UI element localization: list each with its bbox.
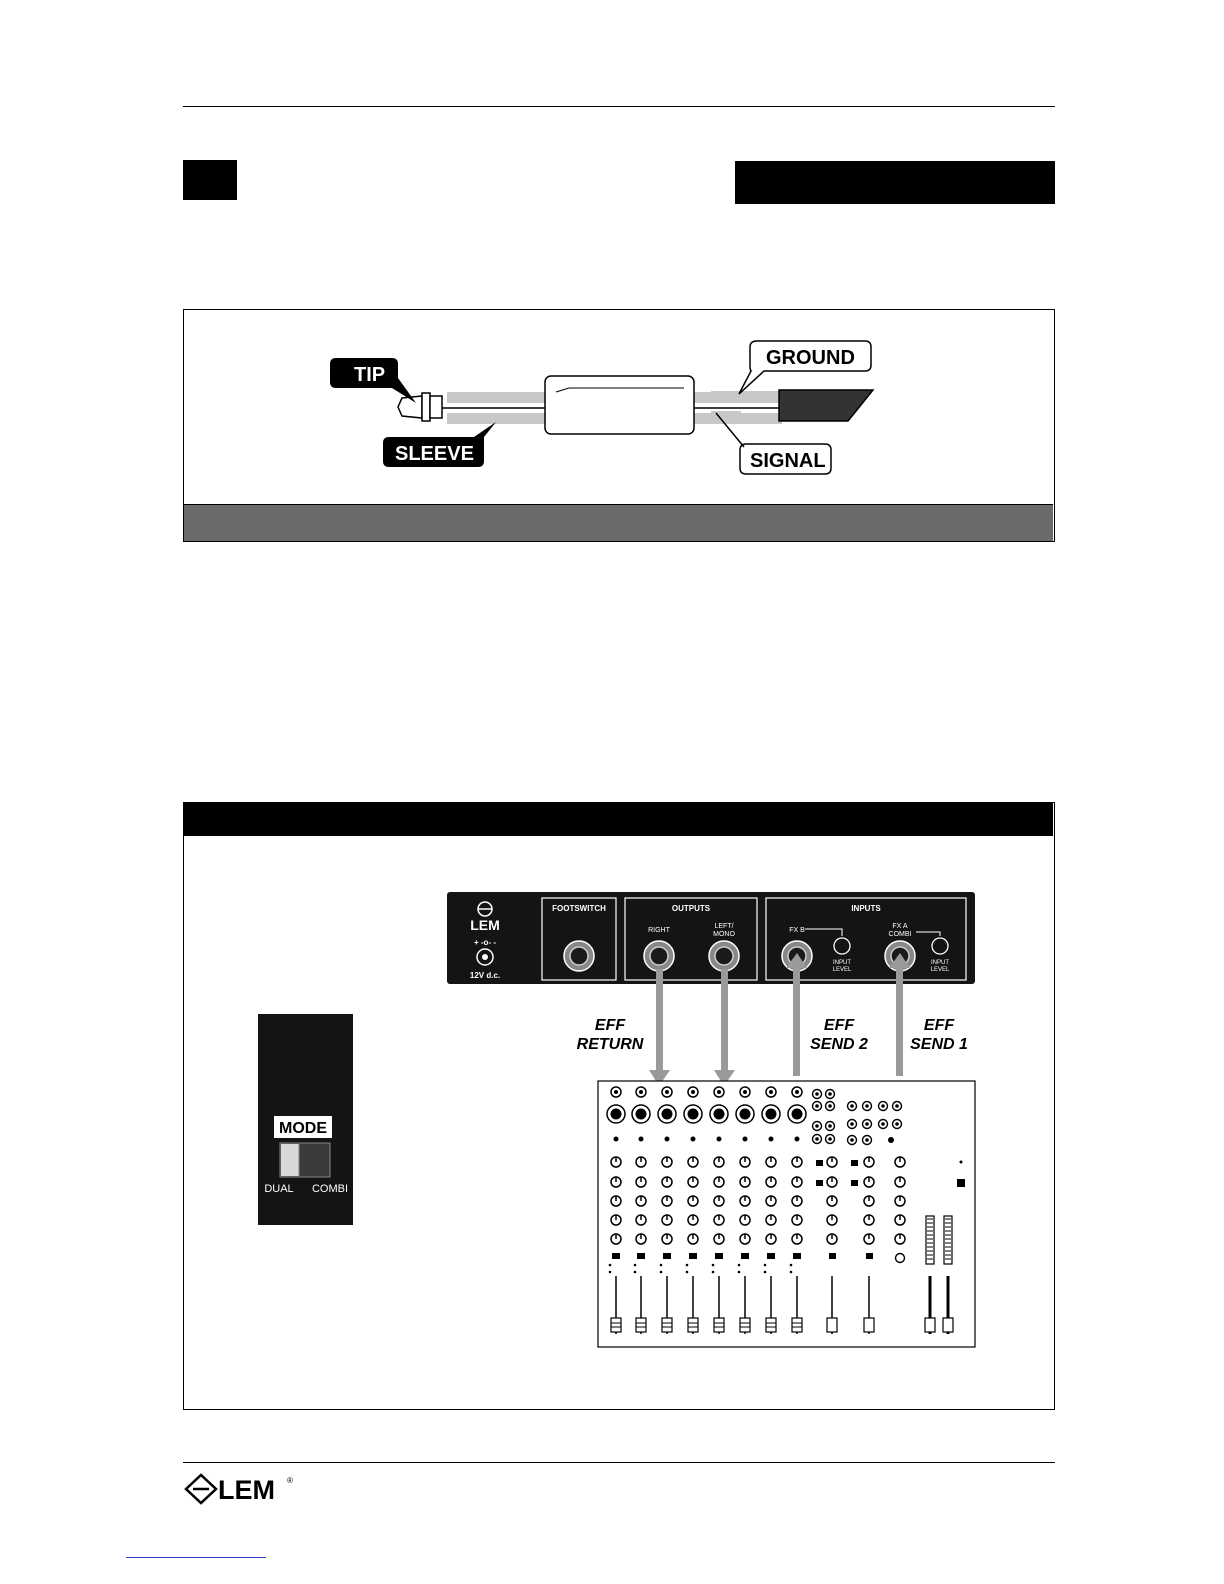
- footswitch-jack[interactable]: [564, 941, 594, 971]
- footer-logo-registered: ®: [287, 1476, 293, 1485]
- output-right-label: RIGHT: [648, 927, 670, 934]
- connection-title-bar: [184, 803, 1053, 836]
- output-right-jack[interactable]: [644, 941, 674, 971]
- inputs-label: INPUTS: [851, 904, 881, 913]
- input-level-a-label-1: INPUT: [931, 960, 949, 966]
- footer-rule: [183, 1462, 1055, 1463]
- eff-send2-label-2: SEND 2: [810, 1036, 868, 1053]
- section-title-block: [735, 161, 1055, 204]
- header-rule: [183, 106, 1055, 107]
- input-fxb-label: FX B: [789, 927, 805, 934]
- section-number-block: [183, 160, 237, 200]
- mode-dual-label: DUAL: [264, 1183, 294, 1195]
- input-level-b-label-2: LEVEL: [832, 967, 852, 973]
- footer-logo: [184, 1472, 299, 1506]
- input-fxa-label-1: FX A: [892, 923, 908, 930]
- footer-logo-text: LEM: [218, 1475, 275, 1505]
- mode-title: MODE: [279, 1120, 327, 1137]
- cable-figure: [183, 309, 1055, 542]
- mode-switch-panel: [258, 1014, 353, 1225]
- input-fxa-label-2: COMBI: [888, 931, 912, 938]
- eff-send1-label-2: SEND 1: [910, 1036, 968, 1053]
- ground-label: GROUND: [766, 347, 855, 369]
- mode-combi-label: COMBI: [311, 1183, 349, 1195]
- output-left-jack[interactable]: [709, 941, 739, 971]
- cable-caption-bar: [184, 504, 1053, 541]
- footswitch-label: FOOTSWITCH: [552, 904, 606, 913]
- sleeve-label: SLEEVE: [395, 443, 474, 465]
- connection-figure: [183, 802, 1055, 1410]
- polarity-symbol: + -o- -: [474, 938, 496, 947]
- mixer-illustration: [598, 1081, 975, 1347]
- power-label: 12V d.c.: [469, 971, 501, 980]
- eff-return-label-1: EFF: [594, 1017, 626, 1034]
- eff-return-label-2: RETURN: [576, 1036, 644, 1053]
- outputs-label: OUTPUTS: [671, 904, 711, 913]
- svg-text:LEM: LEM: [470, 917, 500, 933]
- signal-label: SIGNAL: [750, 450, 826, 472]
- mode-toggle[interactable]: [280, 1143, 330, 1177]
- tip-label: TIP: [354, 364, 386, 386]
- output-left-label-1: LEFT/: [714, 923, 734, 930]
- input-level-b-label-1: INPUT: [833, 960, 851, 966]
- input-level-a-label-2: LEVEL: [930, 967, 950, 973]
- eff-send1-label-1: EFF: [923, 1017, 955, 1034]
- eff-send2-label-1: EFF: [823, 1017, 855, 1034]
- output-left-label-2: MONO: [713, 931, 735, 938]
- footer-link-underline[interactable]: [126, 1557, 266, 1558]
- connection-diagram: [184, 836, 1053, 1408]
